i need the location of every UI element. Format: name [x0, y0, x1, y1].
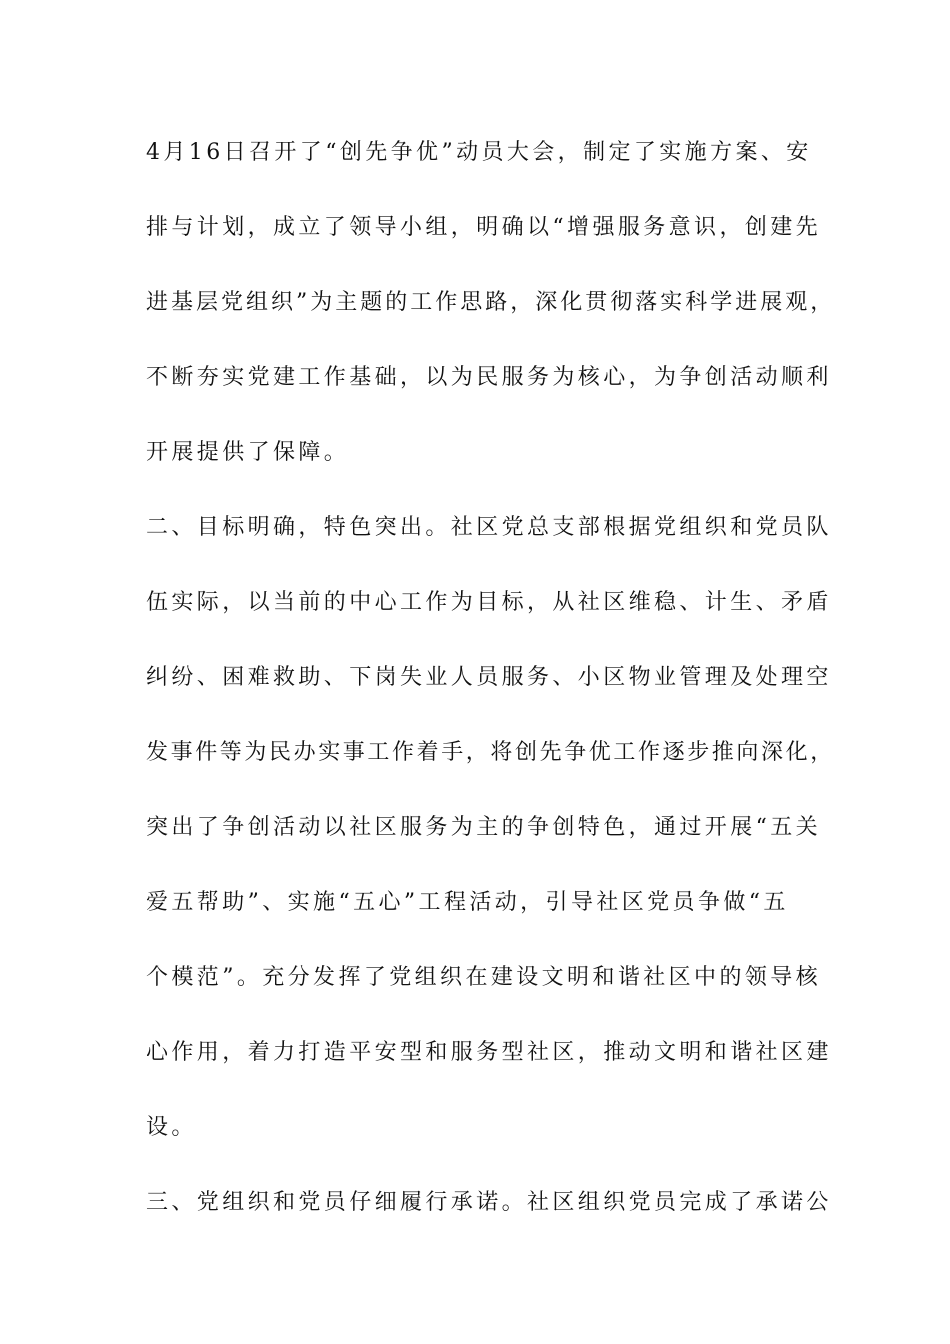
text-line: 排与计划，成立了领导小组，明确以“增强服务意识，创建先 [146, 215, 822, 240]
text-line: 二、目标明确，特色突出。社区党总支部根据党组织和党员队 [146, 515, 832, 540]
text-line: 开展提供了保障。 [146, 440, 350, 465]
text-line: 伍实际，以当前的中心工作为目标，从社区维稳、计生、矛盾 [146, 590, 832, 615]
text-line: 设。 [146, 1115, 197, 1140]
text-line: 爱五帮助”、实施“五心”工程活动，引导社区党员争做“五 [146, 890, 789, 915]
text-line: 纠纷、困难救助、下岗失业人员服务、小区物业管理及处理空 [146, 665, 832, 690]
text-line: 4月16日召开了“创先争优”动员大会，制定了实施方案、安 [146, 140, 812, 165]
text-line: 心作用，着力打造平安型和服务型社区，推动文明和谐社区建 [146, 1040, 832, 1065]
text-line: 进基层党组织”为主题的工作思路，深化贯彻落实科学进展观， [146, 290, 836, 315]
body-text [146, 131, 836, 1256]
text-line: 个模范”。充分发挥了党组织在建设文明和谐社区中的领导核 [146, 965, 822, 990]
text-line: 突出了争创活动以社区服务为主的争创特色，通过开展“五关 [146, 815, 822, 840]
text-line: 不断夯实党建工作基础，以为民服务为核心，为争创活动顺利 [146, 365, 832, 390]
text-line: 发事件等为民办实事工作着手，将创先争优工作逐步推向深化， [146, 740, 835, 765]
text-line: 三、党组织和党员仔细履行承诺。社区组织党员完成了承诺公 [146, 1190, 832, 1215]
